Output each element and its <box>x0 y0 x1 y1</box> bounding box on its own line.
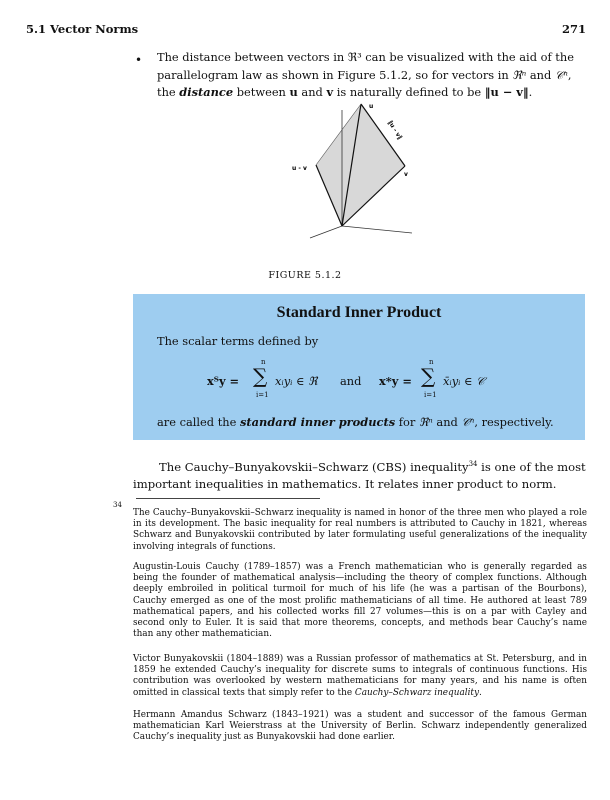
box-intro: The scalar terms defined by <box>157 334 319 348</box>
formula-right-rhs: x̄ᵢyᵢ ∈ 𝒞 <box>443 374 485 388</box>
math-rn: ℜⁿ <box>512 67 527 82</box>
bullet-line-3: the distance between u and v is naturally defined to be ‖u − v‖. <box>157 85 533 99</box>
text-span: and <box>432 415 462 429</box>
footnote-text: Hermann Amandus Schwarz (1843–1921) was a student and successor of the famous German mathematician Karl Weierstrass at the University of Berlin. Schwarz independently generalized Cauchy’s inequality just as Bunyakovskii had done earlier. <box>133 710 587 743</box>
term-standard-inner-products: standard inner products <box>239 415 396 429</box>
text-span: is naturally defined to be <box>333 85 485 99</box>
definition-box <box>133 294 585 440</box>
text-span: , <box>567 67 572 82</box>
text-span: , respectively. <box>474 415 554 429</box>
formula-left-lhs: xᵀy = <box>207 374 240 388</box>
sum-top-right: n <box>429 358 434 366</box>
running-header <box>26 22 586 40</box>
math-r3: ℜ³ <box>347 50 362 64</box>
footnote-text <box>133 654 587 699</box>
bullet-line-1 <box>157 49 574 67</box>
footnote-paragraph-1 <box>133 508 587 553</box>
math-cn: 𝒞ⁿ <box>461 415 475 429</box>
text-span: can be visualized with the aid of the <box>361 50 574 64</box>
sum-top-left: n <box>261 358 266 366</box>
footnote-paragraph-4 <box>133 710 587 744</box>
footnote-number: 34 <box>113 501 122 509</box>
footnote-rule <box>136 498 320 499</box>
text-span: and <box>526 67 555 82</box>
text-span: Victor Bunyakovskii (1804–1889) was a Russian professor of mathematics at St. Petersburg, and in 1859 he extended Cauchy’s inequality for discrete sums to integrals of continuous functions. His contribution was overlooked by western mathematicians for many years, and his name is often omitted in classical texts that simply refer to the <box>133 654 587 698</box>
footnote-reference[interactable]: 34 <box>468 460 478 469</box>
text-span: the <box>157 85 180 99</box>
term-distance: distance <box>179 85 234 99</box>
horizontal-axis <box>342 226 412 233</box>
label-u-minus-v: u - v <box>292 165 307 172</box>
box-closing <box>157 415 554 430</box>
section-title: 5.1 Vector Norms <box>26 22 139 36</box>
cbs-line-2: important inequalities in mathematics. It relates inner product to norm. <box>133 477 557 491</box>
vector-v: v <box>326 85 334 99</box>
math-rn: ℜⁿ <box>418 415 433 429</box>
vector-u: u <box>289 85 298 99</box>
text-span: is one of the most <box>477 460 586 474</box>
label-v: v <box>404 171 408 178</box>
footnote-text: Augustin-Louis Cauchy (1789–1857) was a French mathematician who is generally regarded as being the founder of mathematical analysis—including the theory of complex functions. Although deeply embroiled in political turmoil for much of his life (he was a partisan of the Bourbons), Cauchy emerged as one of the most prolific mathematicians of all time. He authored at least 789 mathematical papers, and his collected works fill 27 volumes—this is on a par with Cayley and second only to Euler. It is said that more theorems, concepts, and methods bear Cauchy’s name than any other mathematician. <box>133 562 587 640</box>
footnote-paragraph-3 <box>133 654 587 699</box>
footnote-text: The Cauchy–Bunyakovskii–Schwarz inequality is named in honor of the three men who played a role in its development. The basic inequality for real numbers is attributed to Cauchy in 1821, whereas Schwarz and Bunyakovskii contributed by later formulating useful generalizations of the inequality involving integrals of functions. <box>133 508 587 552</box>
depth-axis <box>310 226 342 238</box>
parallelogram-figure <box>280 100 430 240</box>
sum-sign-right: ∑ <box>421 364 436 388</box>
math-cn: 𝒞ⁿ <box>554 67 568 82</box>
sum-sign-left: ∑ <box>253 364 268 388</box>
italic-term: Cauchy–Schwarz inequality <box>354 687 479 698</box>
label-u: u <box>369 103 374 110</box>
text-span: between <box>233 85 290 99</box>
formula-left-rhs: xᵢyᵢ ∈ ℜ <box>275 374 318 388</box>
text-span: . <box>479 687 482 698</box>
sum-bottom-right: i=1 <box>424 391 437 399</box>
norm-expression: ‖u − v‖ <box>484 85 529 99</box>
footnote-paragraph-2 <box>133 562 587 640</box>
text-span: for <box>395 415 419 429</box>
bullet-paragraph <box>157 49 587 105</box>
formula-right-lhs: x*y = <box>379 374 412 388</box>
bullet-line-2 <box>157 67 571 85</box>
figure-caption: FIGURE 5.1.2 <box>268 270 342 281</box>
cbs-paragraph <box>133 460 587 496</box>
text-span: The distance between vectors in <box>157 50 348 64</box>
cbs-line-1 <box>159 460 586 474</box>
page-number: 271 <box>561 22 586 36</box>
label-norm: ‖u - v‖ <box>386 119 404 141</box>
text-span: . <box>528 85 533 99</box>
box-title: Standard Inner Product <box>276 304 442 321</box>
text-span: The Cauchy–Bunyakovskii–Schwarz (CBS) inequality <box>159 460 469 474</box>
text-span: parallelogram law as shown in Figure 5.1.2, so for vectors in <box>157 67 513 82</box>
text-span: are called the <box>157 415 240 429</box>
bullet-marker: • <box>135 53 143 67</box>
formula-and: and <box>340 374 362 388</box>
sum-bottom-left: i=1 <box>256 391 269 399</box>
